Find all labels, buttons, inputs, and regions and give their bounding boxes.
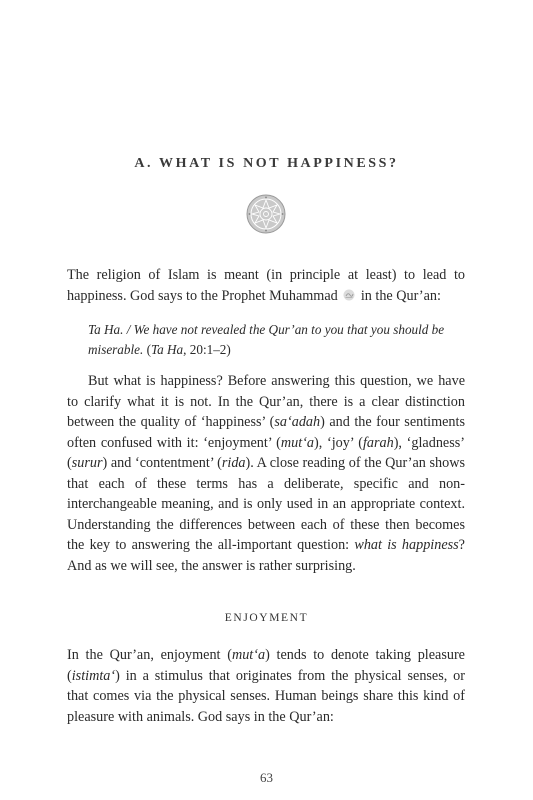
term-muta: mut‘a <box>280 434 315 451</box>
term-farah: farah <box>362 434 394 451</box>
p3-text: ) in a stimulus that originates from the physical senses, or that comes via the physical senses. Human beings share this kind of pleasure with animals. God says in the Qur’an: <box>67 667 465 725</box>
term-surur: surur <box>71 455 103 471</box>
p2-text: ) and the four sentiments often confused with it: ‘enjoyment’ ( <box>67 414 465 451</box>
p2-text: ), ‘gladness’ ( <box>67 434 465 471</box>
question-emphasis: what is happiness <box>354 537 459 553</box>
term-istimta: istimta‘ <box>71 667 116 684</box>
p1-text-b: in the Qur’an: <box>360 287 441 304</box>
quote-ref-open: ( <box>146 342 152 357</box>
quran-quote <box>88 320 465 360</box>
paragraph-enjoyment <box>67 645 465 727</box>
chapter-title: A. WHAT IS NOT HAPPINESS? <box>134 156 399 171</box>
p3-text: ) tends to denote taking pleasure ( <box>67 647 465 684</box>
p2-text: ). A close reading of the Qur’an shows that each of these terms has a deliberate, specific and non-interchangeable meaning, and is only used in an appropriate context. Understanding the differences between each of these then becomes the key to answering the all-important question: <box>67 455 465 553</box>
p2-text: ) and ‘contentment’ ( <box>102 455 222 471</box>
p1-text-a: The religion of Islam is meant (in principle at least) to lead to happiness. God says to the Prophet Muhammad <box>67 267 465 304</box>
paragraph-distinction <box>67 371 465 576</box>
p2-text: But what is happiness? Before answering this question, we have to clarify what it is not. In the Qur’an, there is a clear distinction between the quality of ‘happiness’ ( <box>67 373 465 430</box>
p3-text: In the Qur’an, enjoyment ( <box>67 647 232 663</box>
quote-ref-verses: , 20:1–2) <box>183 342 231 357</box>
term-rida: rida <box>221 455 246 471</box>
quote-surah-name: Ta Ha <box>151 342 184 357</box>
circular-arabesque-ornament-icon <box>246 194 286 234</box>
term-muta: mut‘a <box>231 647 266 663</box>
quote-text: Ta Ha. / We have not revealed the Qur’an to you that you should be miserable. <box>88 322 445 357</box>
section-heading: ENJOYMENT <box>224 612 309 624</box>
salutation-calligraphy-icon <box>343 289 355 301</box>
p2-text: ? And as we will see, the answer is rather surprising. <box>67 537 465 574</box>
page-number: 63 <box>260 770 273 785</box>
p2-text: ), ‘joy’ ( <box>314 434 363 451</box>
term-saadah: sa‘adah <box>274 414 321 430</box>
paragraph-intro <box>67 265 465 306</box>
